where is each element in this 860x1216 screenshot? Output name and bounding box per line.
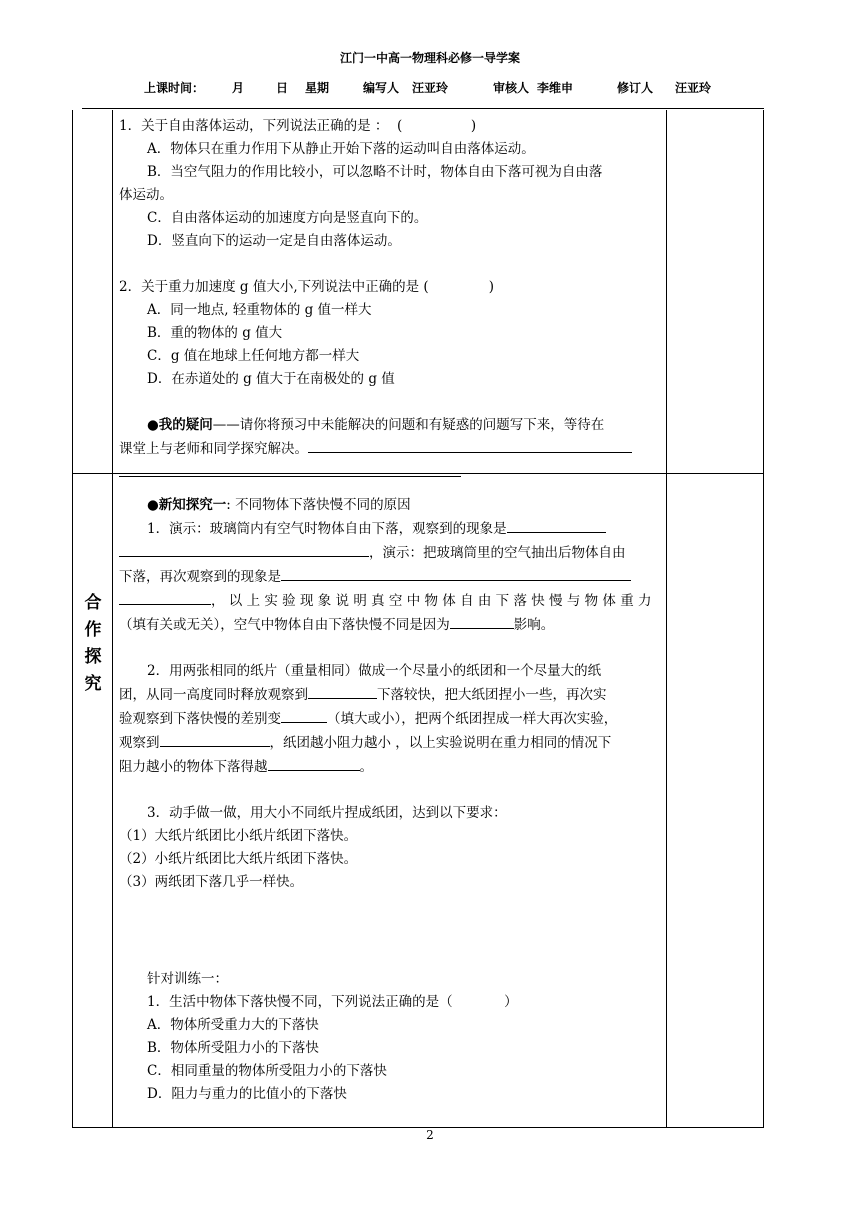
explore1-title: : 不同物体下落快慢不同的原因 bbox=[226, 497, 411, 513]
doubt-label: ●我的疑问 bbox=[147, 417, 213, 433]
table-col-divider-2 bbox=[666, 110, 667, 1127]
p3-item2: （2）小纸片纸团比大纸片纸团下落快。 bbox=[119, 851, 358, 867]
p2-line5a: 阻力越小的物体下落得越 bbox=[119, 759, 268, 775]
q1-answer-blank: ( ) bbox=[396, 118, 477, 134]
blank-difference[interactable] bbox=[281, 707, 327, 723]
p2-line3a: 验观察到下落快慢的差别变 bbox=[119, 711, 281, 727]
training-option-a: A．物体所受重力大的下落快 bbox=[147, 1017, 319, 1033]
training-stem: 1．生活中物体下落快慢不同，下列说法正确的是（ bbox=[147, 994, 453, 1010]
q2-stem: 2．关于重力加速度 g 值大小,下列说法中正确的是 bbox=[119, 279, 420, 295]
q2-option-c: C．g 值在地球上任何地方都一样大 bbox=[147, 348, 360, 364]
meta-line bbox=[0, 79, 860, 95]
p1-line2: ，演示：把玻璃筒里的空气抽出后物体自由 bbox=[369, 545, 626, 561]
p2-line1: 2．用两张相同的纸片（重量相同）做成一个尽量小的纸团和一个尽量大的纸 bbox=[147, 663, 602, 679]
p2-line4b: ，纸团越小阻力越小 ，以上实验说明在重力相同的情况下 bbox=[269, 735, 612, 751]
p3-item3: （3）两纸团下落几乎一样快。 bbox=[119, 874, 304, 890]
reviewer-name: 李维申 bbox=[537, 81, 574, 95]
p3-item1: （1）大纸片纸团比小纸片纸团下落快。 bbox=[119, 828, 358, 844]
p2-line2b: 下落较快，把大纸团捏小一些，再次实 bbox=[377, 687, 607, 703]
day-label: 日 bbox=[276, 81, 289, 95]
doubt-answer-line[interactable] bbox=[308, 437, 632, 453]
class-time-label: 上课时间： bbox=[144, 81, 205, 95]
q2-option-b: B．重的物体的 g 值大 bbox=[147, 325, 283, 341]
section-preview bbox=[119, 115, 659, 485]
q1-option-c: C．自由落体运动的加速度方向是竖直向下的。 bbox=[147, 210, 428, 226]
section-training bbox=[119, 968, 659, 1106]
q1-option-d: D．竖直向下的运动一定是自由落体运动。 bbox=[147, 233, 401, 249]
q1-option-b: B．当空气阻力的作用比较小，可以忽略不计时，物体自由下落可视为自由落 bbox=[147, 164, 603, 180]
reviser-label: 修订人 bbox=[617, 81, 654, 95]
month-label: 月 bbox=[232, 81, 245, 95]
doubt-answer-line-2[interactable] bbox=[119, 461, 461, 477]
p2-line3b: （填大或小），把两个纸团捏成一样大再次实验， bbox=[327, 711, 618, 727]
document-title: 江门一中高一物理科必修一导学案 bbox=[339, 51, 520, 65]
header-rule bbox=[82, 108, 764, 109]
reviewer-label: 审核人 bbox=[493, 81, 530, 95]
side-label-cooperative-inquiry: 合 作 探 究 bbox=[84, 593, 102, 694]
p2-line4a: 观察到 bbox=[119, 735, 160, 751]
weekday-label: 星期 bbox=[305, 81, 330, 95]
q2-answer-blank: ( ) bbox=[423, 279, 495, 295]
training-title: 针对训练一： bbox=[147, 971, 228, 987]
section-inquiry bbox=[119, 494, 659, 894]
training-option-d: D．阻力与重力的比值小的下落快 bbox=[147, 1086, 347, 1102]
q1-option-b-cont: 体运动。 bbox=[119, 187, 173, 203]
p1-line4: ， 以 上 实 验 现 象 说 明 真 空 中 物 体 自 由 下 落 快 慢 与 物 体 重 力 bbox=[211, 593, 652, 609]
table-left-border bbox=[72, 110, 73, 1127]
p2-line2a: 团，从同一高度同时释放观察到 bbox=[119, 687, 308, 703]
doubt-text-cont: 课堂上与老师和同学探究解决。 bbox=[119, 441, 308, 457]
q2-option-a: A．同一地点, 轻重物体的 g 值一样大 bbox=[147, 302, 372, 318]
q1-option-a: A．物体只在重力作用下从静止开始下落的运动叫自由落体运动。 bbox=[147, 141, 535, 157]
table-right-border bbox=[763, 110, 764, 1127]
p1-line1: 1．演示：玻璃筒内有空气时物体自由下落，观察到的现象是 bbox=[147, 521, 507, 537]
blank-phenomenon-2-cont[interactable] bbox=[119, 589, 211, 605]
author-label: 编写人 bbox=[363, 81, 400, 95]
table-col-divider-1 bbox=[112, 110, 113, 1127]
reviser-name: 汪亚玲 bbox=[675, 81, 712, 95]
doubt-text: ——请你将预习中未能解决的问题和有疑惑的问题写下来，等待在 bbox=[212, 417, 605, 433]
page-number: 2 bbox=[426, 1128, 434, 1142]
training-answer-blank: ） bbox=[452, 994, 518, 1010]
training-option-b: B．物体所受阻力小的下落快 bbox=[147, 1040, 319, 1056]
blank-conclusion[interactable] bbox=[268, 755, 360, 771]
p2-line5b: 。 bbox=[359, 759, 373, 775]
q2-option-d: D．在赤道处的 g 值大于在南极处的 g 值 bbox=[147, 371, 395, 387]
explore1-label: ●新知探究一 bbox=[147, 497, 227, 513]
blank-observed[interactable] bbox=[160, 731, 270, 747]
p3-line0: 3．动手做一做，用大小不同纸片捏成纸团，达到以下要求： bbox=[147, 805, 507, 821]
blank-phenomenon-2[interactable] bbox=[281, 565, 631, 581]
blank-phenomenon-1-cont[interactable] bbox=[119, 541, 369, 557]
blank-faster[interactable] bbox=[308, 683, 377, 699]
q1-stem: 1．关于自由落体运动，下列说法正确的是 ： bbox=[119, 118, 389, 134]
p1-line5b: 影响。 bbox=[513, 617, 555, 633]
p1-line5a: （填有关或无关），空气中物体自由下落快慢不同是因为 bbox=[119, 617, 450, 633]
blank-cause[interactable] bbox=[450, 613, 514, 629]
blank-phenomenon-1[interactable] bbox=[507, 517, 606, 533]
author-name: 汪亚玲 bbox=[412, 81, 449, 95]
p1-line3: 下落，再次观察到的现象是 bbox=[119, 569, 281, 585]
training-option-c: C．相同重量的物体所受阻力小的下落快 bbox=[147, 1063, 387, 1079]
